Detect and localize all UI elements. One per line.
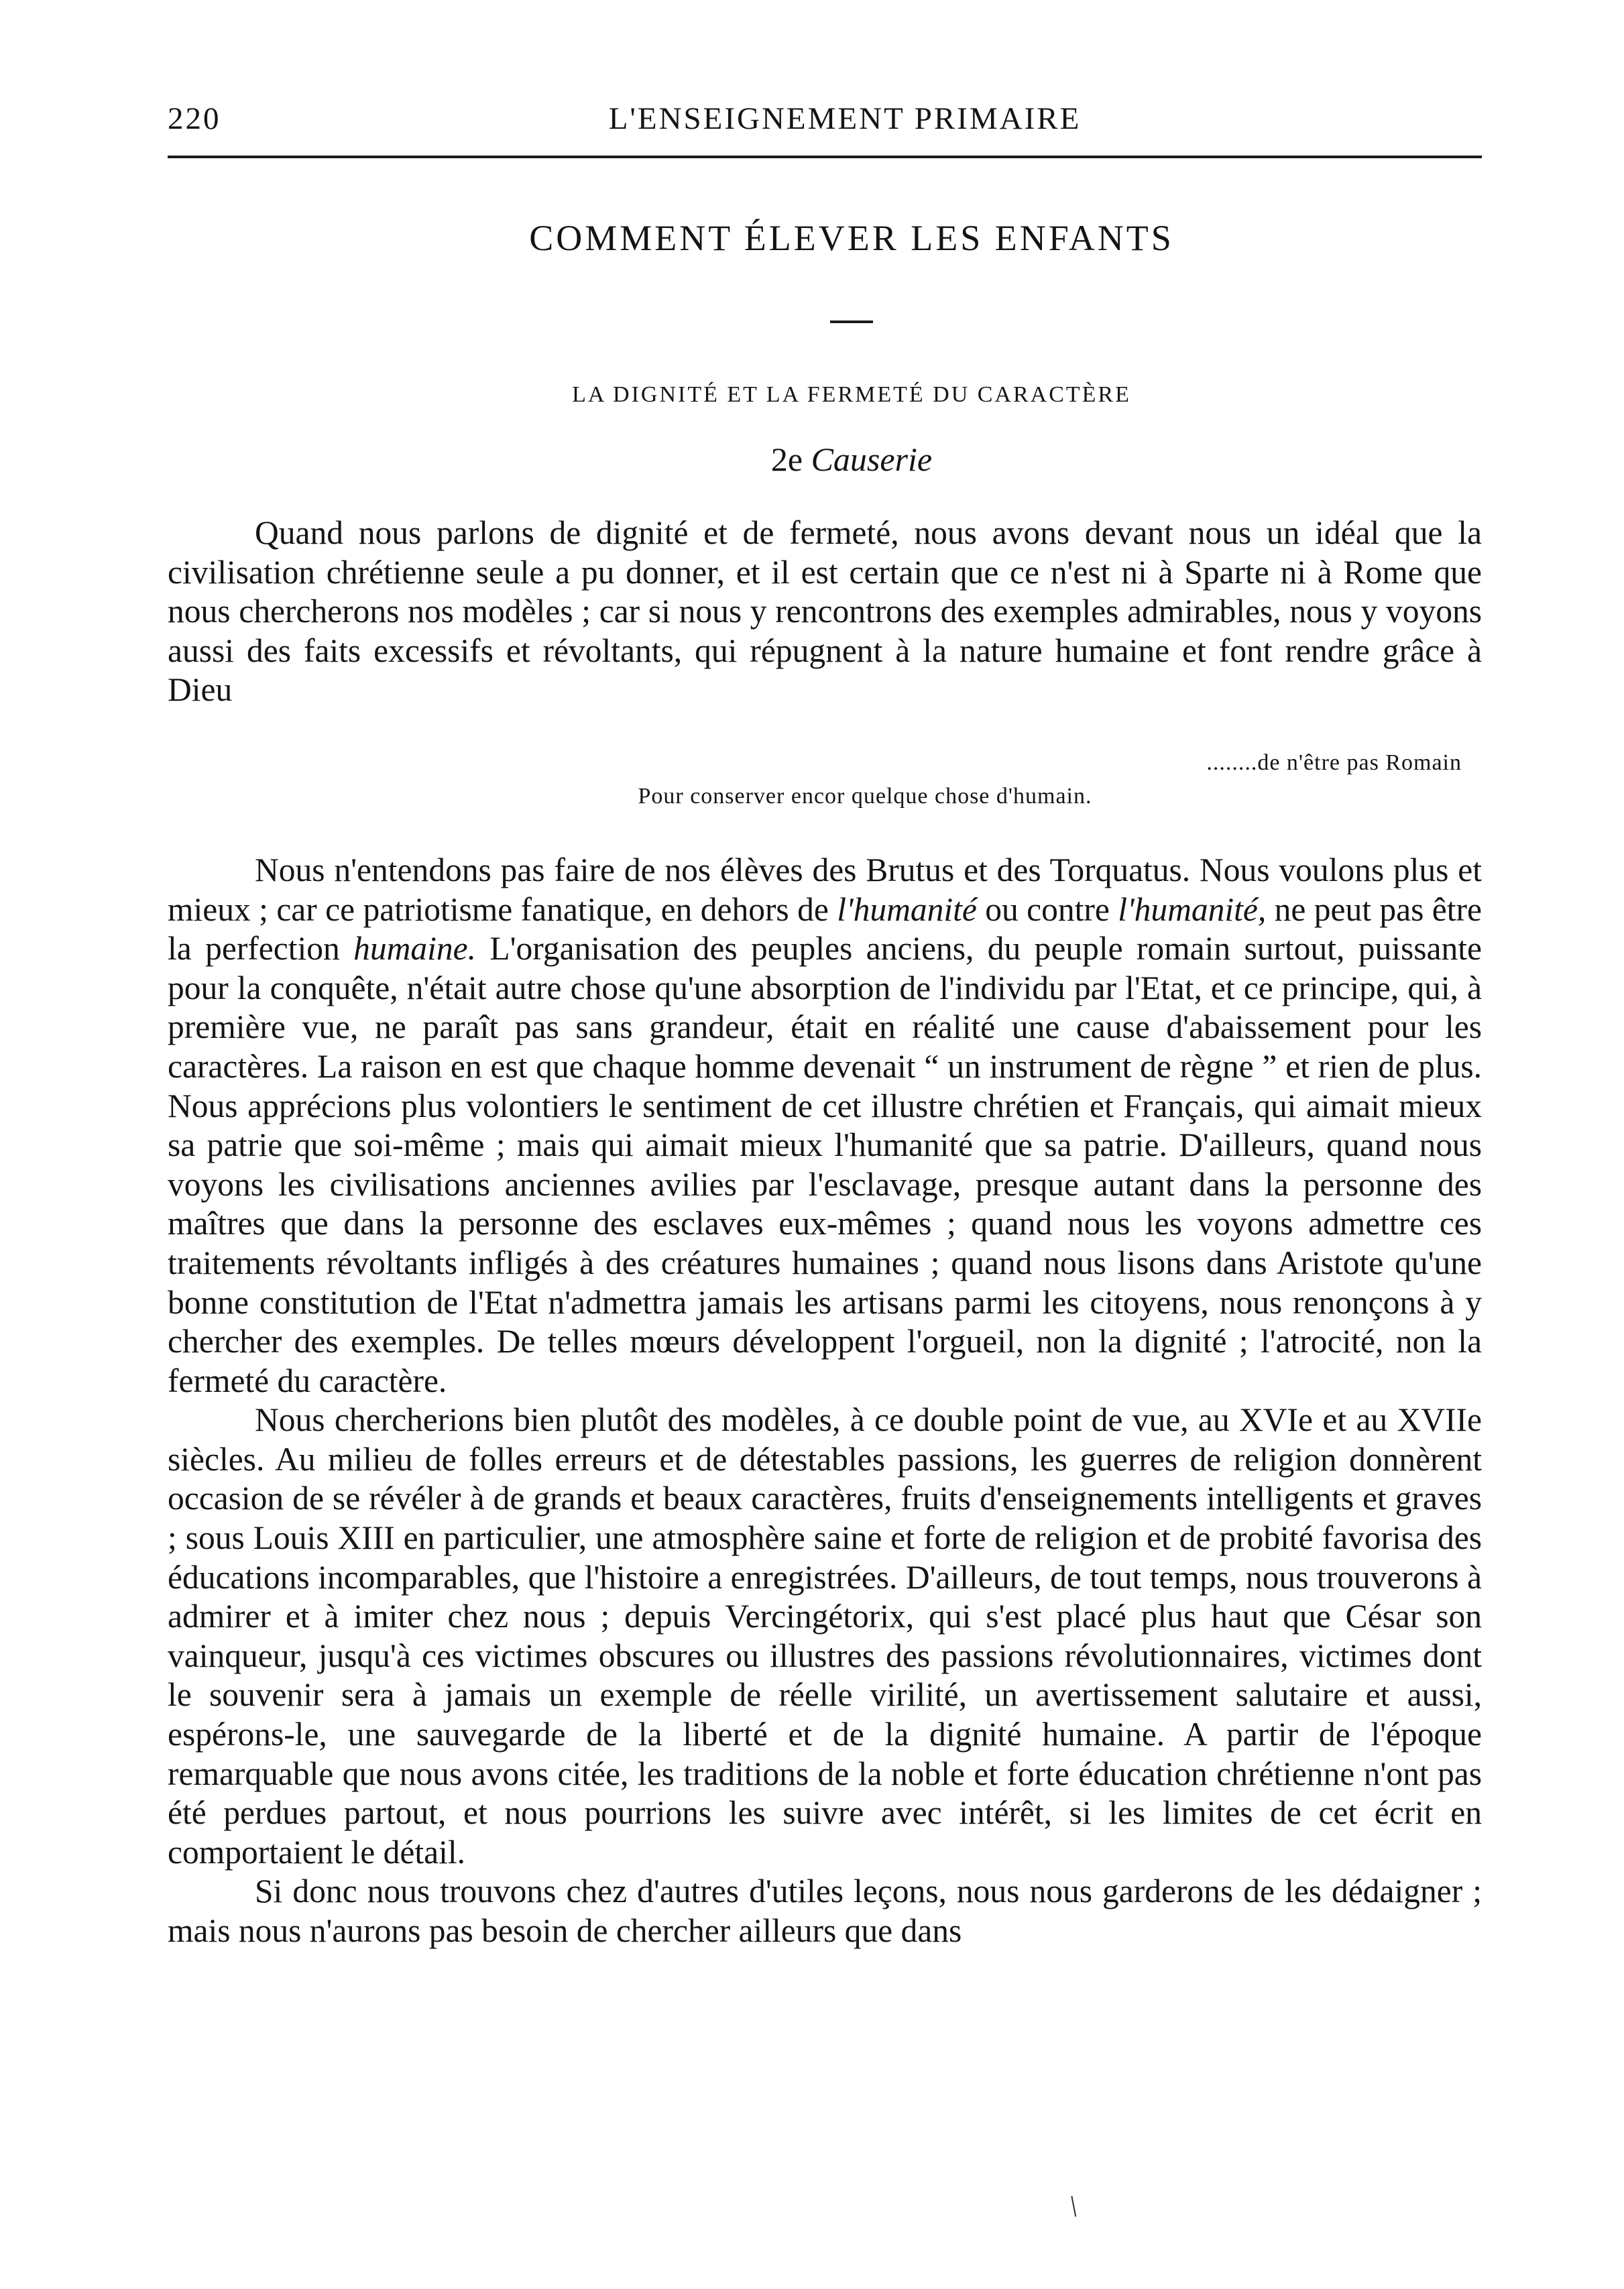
paragraph-2-part-a: Nous n'entendons pas faire de nos élèves des Brutus et des Torquatus. Nous voulons plus et mieux ; car ce patriotisme fanatique, en dehors de — [168, 851, 1482, 928]
page-number: 220 — [168, 101, 221, 136]
article-title: COMMENT ÉLEVER LES ENFANTS — [529, 218, 1174, 258]
paragraph-1: Quand nous parlons de dignité et de fermeté, nous avons devant nous un idéal que la civilisation chrétienne seule a pu donner, et il est certain que ce n'est ni à Sparte ni à Rome que nous chercherons nos modèles ; car si nous y rencontrons des exemples admirables, nous y voyons aussi des faits excessifs et révoltants, qui répugnent à la nature humaine et font rendre grâce à Dieu — [168, 514, 1482, 709]
causerie-word: Causerie — [811, 441, 933, 478]
causerie-heading — [168, 440, 1482, 479]
italic-humaine: humaine. — [353, 930, 476, 967]
verse-quotation — [168, 746, 1482, 813]
title-separator — [830, 320, 873, 323]
header-rule — [168, 156, 1482, 158]
paragraph-2-part-b: ou contre — [976, 890, 1118, 928]
page-mark: / — [1061, 2190, 1086, 2223]
italic-humanite-1: l'humanité — [837, 890, 977, 928]
causerie-number: 2e — [770, 441, 803, 478]
paragraph-2 — [168, 851, 1482, 1401]
italic-humanite-2: l'humanité, — [1118, 890, 1267, 928]
running-header — [168, 101, 1482, 141]
paragraph-2-part-d: L'organisation des peuples anciens, du peuple romain surtout, puissante pour la conquête, n'était autre chose qu'une absorption de l'individu par l'Etat, et ce principe, qui, à première vue, ne paraît pas sans grandeur, était en réalité une cause d'abaissement pour les caractères. La raison en est que chaque homme devenait “ un instrument de règne ” et rien de plus. Nous apprécions plus volontiers le sentiment de cet illustre chrétien et Français, qui aimait mieux sa patrie que soi-même ; mais qui aimait mieux l'humanité que sa patrie. D'ailleurs, quand nous voyons les civilisations anciennes avilies par l'esclavage, presque autant dans la personne des maîtres que dans la personne des esclaves eux-mêmes ; quand nous les voyons admettre ces traitements révoltants infligés à des créatures humaines ; quand nous lisons dans Aristote qu'une bonne constitution de l'Etat n'admettra jamais les artisans parmi les citoyens, nous renonçons à y chercher des exemples. De telles mœurs développent l'orgueil, non la dignité ; l'atrocité, non la fermeté du caractère. — [168, 930, 1482, 1399]
paragraph-3: Nous chercherions bien plutôt des modèles, à ce double point de vue, au XVIe et au XVIIe siècles. Au milieu de folles erreurs et de détestables passions, les guerres de religion donnèrent occasion de se révéler à de grands et beaux caractères, fruits d'enseignements intelligents et graves ; sous Louis XIII en particulier, une atmosphère saine et forte de religion et de probité favorisa des éducations incomparables, que l'histoire a enregistrées. D'ailleurs, de tout temps, nous trouverons à admirer et à imiter chez nous ; depuis Vercingétorix, qui s'est placé plus haut que César son vainqueur, jusqu'à ces victimes obscures ou illustres des passions révolutionnaires, victimes dont le souvenir sera à jamais un exemple de réelle virilité, un avertissement salutaire et aussi, espérons-le, une sauvegarde de la liberté et de la dignité humaine. A partir de l'époque remarquable que nous avons citée, les traditions de la noble et forte éducation chrétienne n'ont pas été perdues partout, et nous pourrions les suivre avec intérêt, si les limites de cet écrit en comportaient le détail. — [168, 1401, 1482, 1871]
article-subtitle: LA DIGNITÉ ET LA FERMETÉ DU CARACTÈRE — [572, 382, 1131, 407]
journal-title: L'ENSEIGNEMENT PRIMAIRE — [608, 101, 1082, 136]
paragraph-4: Si donc nous trouvons chez d'autres d'utiles leçons, nous nous garderons de les dédaigner ; mais nous n'aurons pas besoin de chercher ailleurs que dans — [168, 1873, 1482, 1949]
paragraph-2-part-c: ne peut pas être la perfection — [168, 890, 1482, 967]
article-body — [168, 514, 1482, 1951]
quote-line-1: ........de n'être pas Romain — [1206, 750, 1462, 775]
document-page — [168, 101, 1482, 1951]
quote-line-2: Pour conserver encor quelque chose d'humain. — [638, 783, 1092, 809]
